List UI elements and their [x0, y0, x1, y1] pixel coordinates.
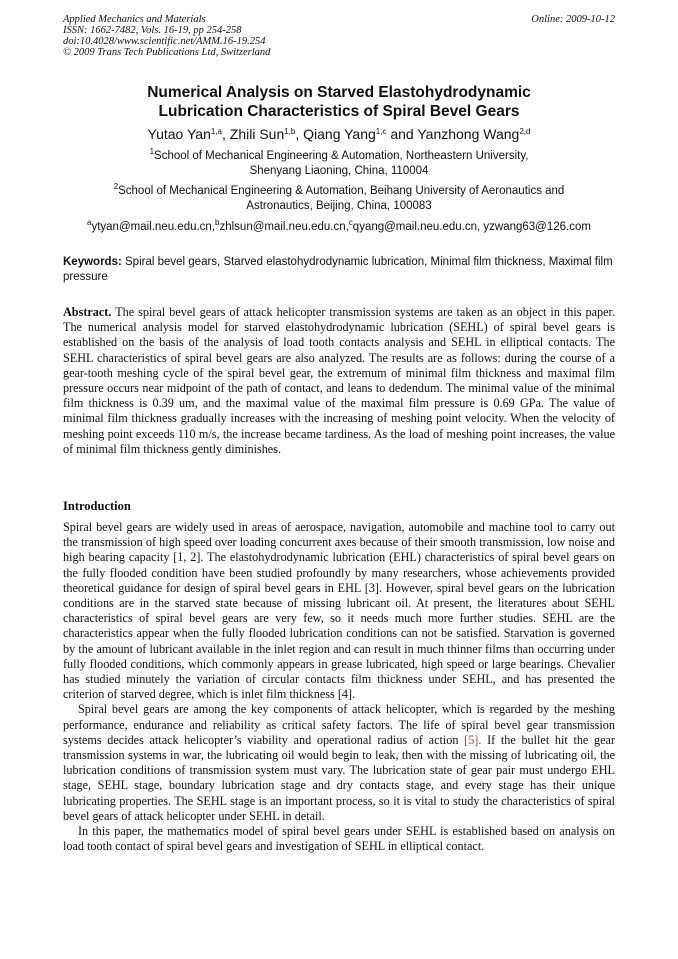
- introduction-body: [63, 520, 615, 854]
- journal-name: Applied Mechanics and Materials: [63, 14, 206, 25]
- paper-title: [40, 83, 638, 121]
- author-list: [40, 125, 638, 143]
- author: Qiang Yang$^{1,c}$ and: [303, 126, 418, 142]
- email-link[interactable]: zhlsun@mail.neu.edu.cn: [219, 221, 346, 233]
- abstract-label: Abstract.: [63, 305, 112, 319]
- doi[interactable]: doi:10.4028/www.scientific.net/AMM.16-19.254: [63, 36, 266, 47]
- paragraph: In this paper, the mathematics model of spiral bevel gears under SEHL is established based on analysis on load tooth contact of spiral bevel gears and investigation of SEHL in elliptical contact.: [63, 824, 615, 854]
- email-link[interactable]: ytyan@mail.neu.edu.cn: [91, 221, 212, 233]
- author: Yanzhong Wang$^{2,d}$: [417, 126, 531, 142]
- abstract: [63, 305, 615, 457]
- affiliation-2: $^2$School of Mechanical Engineering & Automation, Beihang University of Aeronautics and Astronautics, Beijing, China, 100083: [113, 182, 565, 212]
- title-line-1: Numerical Analysis on Starved Elastohydrodynamic: [147, 84, 531, 101]
- author-emails: $^a$ytyan@mail.neu.edu.cn,$^b$zhlsun@mail.neu.edu.cn,$^c$qyang@mail.neu.edu.cn, yzwang63@126.com: [87, 218, 591, 233]
- keywords: [63, 255, 615, 285]
- author: Zhili Sun$^{1,b}$,: [229, 126, 304, 142]
- keywords-label: Keywords:: [63, 256, 122, 268]
- section-heading-introduction: Introduction: [63, 499, 131, 513]
- keywords-text: Spiral bevel gears, Starved elastohydrodynamic lubrication, Minimal film thickness, Maximal film pressure: [63, 256, 613, 283]
- issn: ISSN: 1662-7482, Vols. 16-19, pp 254-258: [63, 25, 242, 36]
- citation-link[interactable]: [5].: [464, 732, 482, 747]
- affiliation-1: $^1$School of Mechanical Engineering & Automation, Northeastern University, Shenyang Liaoning, China, 110004: [149, 147, 529, 177]
- paragraph: Spiral bevel gears are widely used in areas of aerospace, navigation, automobile and machine tool to carry out the transmission of high speed over loading concurrent axes because of their smooth transmission, low noise and high bearing capacity [1, 2]. The elastohydrodynamic lubrication (EHL) characteristics of spiral bevel gears on the fully flooded condition have been studied profoundly by many researchers, whose achievements provided theoretical guidance for design of spiral bevel gears in EHL [3]. However, spiral bevel gears on the lubrication conditions are in the starved state because of missing lubricant oil. At present, the literatures about SEHL characteristics of spiral bevel gears are very few, so it needs much more further studies. SEHL are the characteristics appear when the fully flooded lubrication conditions can not be satisfied. Starvation is governed by the amount of lubricant available in the inlet region and can result in much thinner films than occurring under fully flooded conditions, which commonly appears in grease lubricated, high speed or large bearings. Chevalier has studied minutely the variation of circular contacts film thickness under SEHL, and has presented the criterion of starved degree, which is inlet film thickness [4].: [63, 520, 615, 702]
- copyright: © 2009 Trans Tech Publications Ltd, Switzerland: [63, 47, 271, 58]
- paragraph: Spiral bevel gears are among the key components of attack helicopter, which is regarded by the meshing performance, endurance and reliability as critical safety factors. The life of spiral bevel gear transmission systems decides attack helicopter’s viability and operational radius of action [5]. If the bullet hit the gear transmission systems in war, the lubricating oil would begin to leak, then with the missing of lubricating oil, the lubrication conditions of transmission system must vary. The lubrication state of gear pair must undergo EHL stage, SEHL stage, boundary lubrication stage and dry contacts stage, and every stage has their unique lubricating properties. The SEHL stage is an important process, so it is vital to study the characteristics of spiral bevel gears of attack helicopter under SEHL in detail.: [63, 702, 615, 823]
- email-link[interactable]: yzwang63@126.com: [483, 221, 591, 233]
- email-link[interactable]: qyang@mail.neu.edu.cn: [352, 221, 477, 233]
- online-date: Online: 2009-10-12: [531, 14, 615, 25]
- journal-header: [63, 14, 615, 58]
- abstract-text: The spiral bevel gears of attack helicopter transmission systems are taken as an object in this paper. The numerical analysis model for starved elastohydrodynamic lubrication (SEHL) of spiral bevel gears is established on the basis of the analysis of load tooth contacts analysis and SEHL in elliptical contacts. The SEHL characteristics of spiral bevel gears are also analyzed. The results are as follows: during the course of a gear-tooth meshing cycle of the spiral bevel gear, the extremum of minimal film thickness and maximal film pressure occurs near midpoint of the path of contact, and leans to dedendum. The minimal value of the minimal film thickness is 0.39 um, and the maximal value of the maximal film pressure is 0.69 GPa. The value of minimal film thickness gradually increases with the increasing of meshing point velocity. When the velocity of meshing point exceeds 110 m/s, the increase became tardiness. As the load of meshing point increases, the value of minimal film thickness gently diminishes.: [63, 305, 615, 456]
- title-line-2: Lubrication Characteristics of Spiral Bevel Gears: [158, 103, 520, 120]
- author: Yutao Yan$^{1,a}$,: [147, 126, 230, 142]
